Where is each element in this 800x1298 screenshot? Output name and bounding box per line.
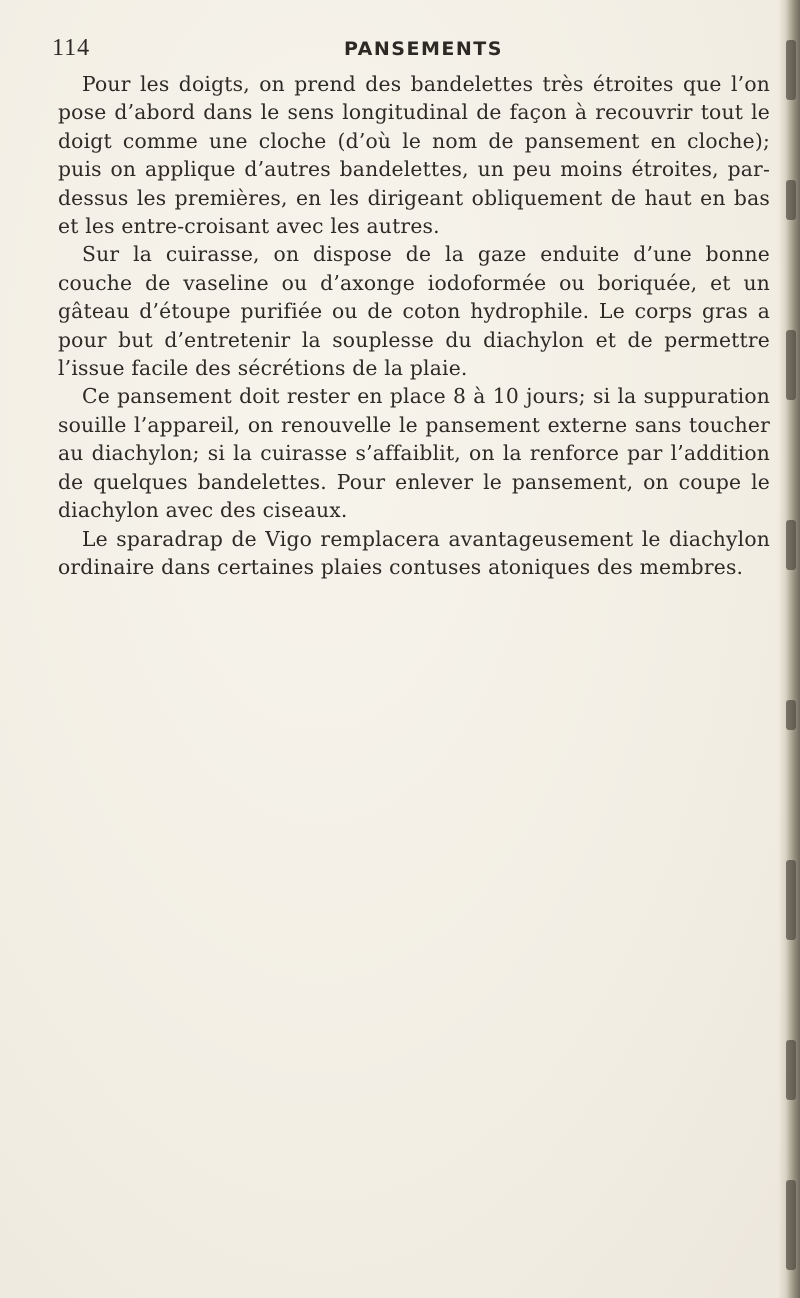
page-edge-shadow xyxy=(778,0,800,1298)
edge-mark xyxy=(786,330,796,400)
blank-page-area xyxy=(58,720,758,1260)
edge-mark xyxy=(786,860,796,940)
edge-mark xyxy=(786,1040,796,1100)
edge-mark xyxy=(786,700,796,730)
paragraph-cuirasse: Sur la cuirasse, on dispose de la gaze enduite d’une bonne couche de vaseline ou d’axonge iodoformée ou boriquée, et un gâteau d’étoupe purifiée ou de coton hydrophile. Le corps gras a pour but d’entretenir la souplesse du diachylon et de permettre l’issue facile des sécrétions de la plaie. xyxy=(58,242,770,381)
paragraph-duree-pansement: Ce pansement doit rester en place 8 à 10 jours; si la suppuration souille l’appareil, on renouvelle le pansement externe sans toucher au diachylon; si la cuirasse s’affaiblit, on la renforce par l’addition de quelques bandelettes. Pour enlever le pansement, on coupe le diachylon avec des ciseaux. xyxy=(58,384,770,523)
running-head: PANSEMENTS xyxy=(344,38,503,60)
edge-mark xyxy=(786,40,796,100)
edge-mark xyxy=(786,180,796,220)
paragraph-sparadrap-vigo: Le sparadrap de Vigo remplacera avantageusement le diachylon ordinaire dans certaines plaies contuses atoniques des membres. xyxy=(58,526,770,579)
edge-mark xyxy=(786,520,796,570)
paragraph-doigts: Pour les doigts, on prend des bandelettes très étroites que l’on pose d’abord dans le sens longitudinal de façon à recouvrir tout le doigt comme une cloche (d’où le nom de pansement en cloche); puis on applique d’autres bandelettes, un peu moins étroites, par-dessus les premières, en les dirigeant obliquement de haut en bas et les entre-croisant avec les autres. xyxy=(58,72,770,239)
page-header xyxy=(52,33,772,69)
page-number: 114 xyxy=(52,35,91,61)
body-text xyxy=(58,70,770,581)
edge-mark xyxy=(786,1180,796,1270)
